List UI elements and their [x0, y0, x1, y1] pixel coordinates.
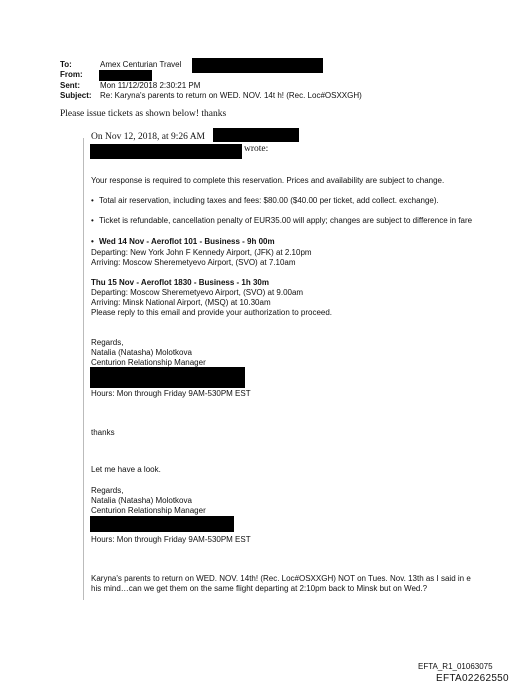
hours-text-2: Hours: Mon through Friday 9AM-530PM EST: [91, 535, 251, 544]
flight1-depart: Departing: New York John F Kennedy Airport, (JFK) at 2.10pm: [91, 248, 312, 257]
quote-intro: On Nov 12, 2018, at 9:26 AM: [91, 132, 205, 142]
look-text: Let me have a look.: [91, 465, 161, 474]
flight1-title: Wed 14 Nov - Aeroflot 101 - Business - 9h 00m: [99, 237, 275, 246]
signature-role: Centurion Relationship Manager: [91, 358, 206, 367]
sent-value: Mon 11/12/2018 2:30:21 PM: [100, 81, 201, 90]
thanks-text: thanks: [91, 428, 115, 437]
flight2-arrive: Arriving: Minsk National Airport, (MSQ) at 10.30am: [91, 298, 271, 307]
from-label: From:: [60, 70, 83, 79]
flight1-arrive: Arriving: Moscow Sheremetyevo Airport, (SVO) at 7.10am: [91, 258, 296, 267]
request-text: Please issue tickets as shown below! thanks: [60, 109, 227, 119]
original-line-2: his mind…can we get them on the same flight departing at 2:10pm back to Minsk but on Wed.?: [91, 584, 428, 593]
redaction-box: [99, 70, 152, 81]
regards-text: Regards,: [91, 338, 124, 347]
redaction-box: [90, 516, 234, 532]
to-label: To:: [60, 60, 72, 69]
quote-wrote: wrote:: [244, 144, 269, 154]
bates-code-1: EFTA_R1_01063075: [418, 662, 493, 671]
flight2-title: Thu 15 Nov - Aeroflot 1830 - Business - 1h 30m: [91, 278, 269, 287]
bullet-icon: •: [91, 237, 94, 246]
bates-code-2: EFTA02262550: [436, 673, 509, 684]
bullet-icon: •: [91, 196, 94, 205]
subject-value: Re: Karyna's parents to return on WED. NOV. 14t h! (Rec. Loc#OSXXGH): [100, 91, 362, 100]
bullet-total: Total air reservation, including taxes and fees: $80.00 ($40.00 per ticket, add collect. exchange).: [99, 196, 439, 205]
reply-text: Please reply to this email and provide your authorization to proceed.: [91, 308, 333, 317]
regards-text-2: Regards,: [91, 486, 124, 495]
redaction-box: [192, 58, 323, 73]
bullet-icon: •: [91, 216, 94, 225]
to-value: Amex Centurian Travel: [100, 60, 182, 69]
redaction-box: [213, 128, 299, 142]
signature-name-2: Natalia (Natasha) Molotkova: [91, 496, 192, 505]
signature-name: Natalia (Natasha) Molotkova: [91, 348, 192, 357]
redaction-box: [90, 144, 242, 159]
quote-bar: [83, 138, 84, 600]
notice-text: Your response is required to complete this reservation. Prices and availability are subject to change.: [91, 176, 445, 185]
hours-text: Hours: Mon through Friday 9AM-530PM EST: [91, 389, 251, 398]
redaction-box: [90, 367, 245, 388]
subject-label: Subject:: [60, 91, 92, 100]
flight2-depart: Departing: Moscow Sheremetyevo Airport, (SVO) at 9.00am: [91, 288, 304, 297]
original-line-1: Karyna's parents to return on WED. NOV. 14th! (Rec. Loc#OSXXGH) NOT on Tues. Nov. 13th as I said in e: [91, 574, 471, 583]
bullet-refund: Ticket is refundable, cancellation penalty of EUR35.00 will apply; changes are subject to difference in fare: [99, 216, 473, 225]
signature-role-2: Centurion Relationship Manager: [91, 506, 206, 515]
sent-label: Sent:: [60, 81, 80, 90]
